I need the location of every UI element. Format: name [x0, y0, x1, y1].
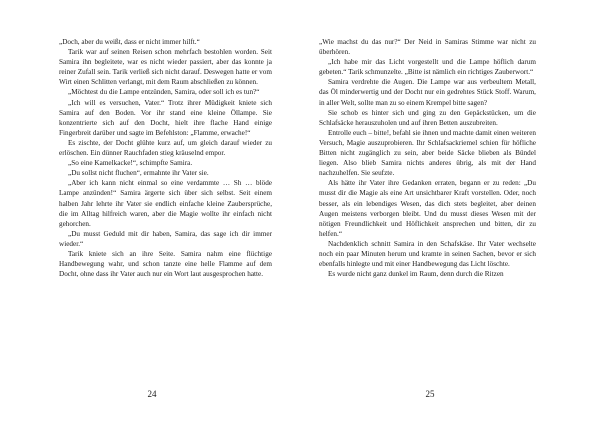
paragraph: „Ich habe mir das Licht vorgestellt und die Lampe höflich darum gebeten.“ Tarik schmunzelte. „Bitte ist nämlich ein richtiges Zauberwort.“ [319, 58, 536, 77]
right-page [300, 0, 600, 426]
paragraph: „So eine Kamelkacke!“, schimpfte Samira. [68, 159, 193, 168]
left-page-text [59, 37, 272, 279]
paragraph: „Du sollst nicht fluchen“, ermahnte ihr Vater sie. [68, 169, 209, 178]
paragraph: Es wurde nicht ganz dunkel im Raum, denn durch die Ritzen [328, 270, 504, 279]
paragraph: Sie schob es hinter sich und ging zu den Gepäckstücken, um die Schlafsäcke herauszuholen und auf ihren Betten auszubreiten. [319, 108, 536, 127]
paragraph: Es zischte, der Docht glühte kurz auf, um gleich darauf wieder zu erlöschen. Ein dünner Rauchfaden stieg kräuselnd empor. [59, 138, 272, 158]
paragraph: „Möchtest du die Lampe entzünden, Samira, oder soll ich es tun?“ [68, 88, 260, 97]
paragraph: „Du musst Geduld mit dir haben, Samira, das sage ich dir immer wieder.“ [59, 229, 272, 248]
paragraph: Entrolle euch – bitte!, befahl sie ihnen und machte damit einen weiteren Versuch, Magie auszuprobieren. Ihr Schlafsackriemel schien für höfliche Bitten nicht zugänglich zu sein, aber beide Säcke blieben als Bündel liegen. Also blieb Samira nichts anderes übrig, als mit der Hand nachzuhelfen. Sie seufzte. [319, 128, 536, 178]
page-number-right: 25 [425, 389, 435, 399]
paragraph: „Ich will es versuchen, Vater.“ Trotz ihrer Müdigkeit kniete sich Samira auf den Boden. Vor ihr stand eine kleine Öllampe. Sie konzentrierte sich auf den Docht, hielt ihre flache Hand einige Fingerbreit darüber und sagte im Befehlston: „Flamme, erwache!“ [59, 98, 272, 137]
paragraph: Samira verdrehte die Augen. Die Lampe war aus verbeultem Metall, das Öl minderwertig und der Docht nur ein gedrehtes Stück Stoff. Warum, in aller Welt, sollte man zu so einem Krempel bitte sagen? [319, 78, 536, 107]
paragraph: „Doch, aber du weißt, dass er nicht immer hilft.“ [59, 38, 200, 46]
paragraph: Tarik war auf seinen Reisen schon mehrfach bestohlen worden. Seit Samira ihn begleitete, war es nicht wieder passiert, aber das konnte ja reiner Zufall sein. Tarik verließ sich nicht darauf. Deswegen hatte er vom Wirt einen Schlitten verlangt, mit dem Raum abschließen zu können. [59, 48, 272, 87]
paragraph: „Aber ich kann nicht einmal so eine verdammte … Sh … blöde Lampe anzünden!“ Samira ärgerte sich über sich selbst. Seit einem halben Jahr lehrte ihr Vater sie endlich einfache kleine Zaubersprüche, die im Alltag hilfreich waren, aber die Magie wollte ihr einfach nicht gehorchen. [59, 179, 272, 228]
paragraph: „Wie machst du das nur?“ Der Neid in Samiras Stimme war nicht zu überhören. [319, 38, 536, 57]
paragraph: Nachdenklich schnitt Samira in den Schafskäse. Ihr Vater wechselte noch ein paar Minuten herum und kramte in seinen Sachen, bevor er sich ebenfalls hinlegte und mit einer Handbewegung das Licht löschte. [319, 239, 536, 269]
paragraph: Als hätte ihr Vater ihre Gedanken erraten, begann er zu reden: „Du musst dir die Magie als eine Art unsichtbarer Kraft vorstellen. Oder, noch besser, als ein lebendiges Wesen, das dich stets begleitet, aber deinen Augen meistens verborgen bleibt. Und du musst dieses Wesen mit der nötigen Freundlichkeit und Höflichkeit ansprechen und bitten, dir zu helfen.“ [319, 179, 536, 238]
paragraph: Tarik kniete sich an ihre Seite. Samira nahm eine flüchtige Handbewegung wahr, und schon tanzte eine helle Flamme auf dem Docht, ohne dass ihr Vater auch nur ein Wort laut ausgesprochen hatte. [59, 249, 272, 279]
page-number-left: 24 [147, 389, 157, 399]
right-page-text [319, 37, 536, 279]
